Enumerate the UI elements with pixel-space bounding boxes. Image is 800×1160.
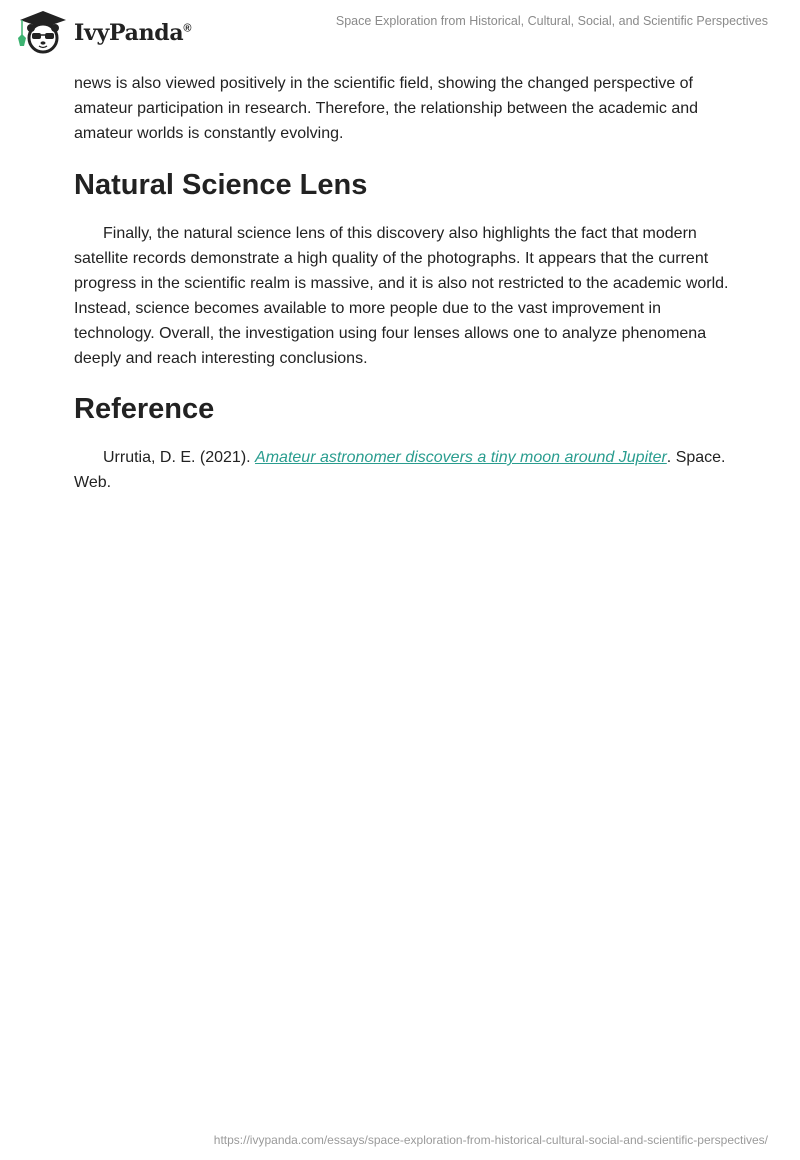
reference-link[interactable]: Amateur astronomer discovers a tiny moon around Jupiter: [255, 449, 667, 466]
registered-mark: ®: [183, 22, 192, 35]
intro-paragraph: news is also viewed positively in the scientific field, showing the changed perspective of amateur participation in research. Therefore, the relationship between the academic and amateur worlds is constantly evolving.: [74, 75, 699, 142]
essay-content: [74, 70, 734, 495]
section-heading-reference: Reference: [74, 393, 215, 425]
page-header: [0, 0, 800, 60]
reference-entry: [74, 445, 734, 495]
panda-graduate-icon: [14, 8, 72, 54]
footer-url[interactable]: https://ivypanda.com/essays/space-exploration-from-historical-cultural-social-and-scientific-perspectives/: [213, 1133, 768, 1147]
natural-science-paragraph: Finally, the natural science lens of this discovery also highlights the fact that modern satellite records demonstrate a high quality of the photographs. It appears that the current progress in the scientific realm is massive, and it is also not restricted to the academic world. Instead, science becomes available to more people due to the vast improvement in technology. Overall, the investigation using four lenses allows one to analyze phenomena deeply and reach interesting conclusions.: [74, 225, 729, 367]
logo-text: IvyPanda®: [74, 20, 192, 46]
section-heading-natural-science: Natural Science Lens: [74, 169, 368, 201]
reference-source: . Space. Web.: [74, 449, 726, 491]
document-title: Space Exploration from Historical, Cultural, Social, and Scientific Perspectives: [335, 14, 768, 28]
ivypanda-logo[interactable]: [14, 8, 191, 54]
reference-author-year: Urrutia, D. E. (2021).: [103, 449, 256, 466]
